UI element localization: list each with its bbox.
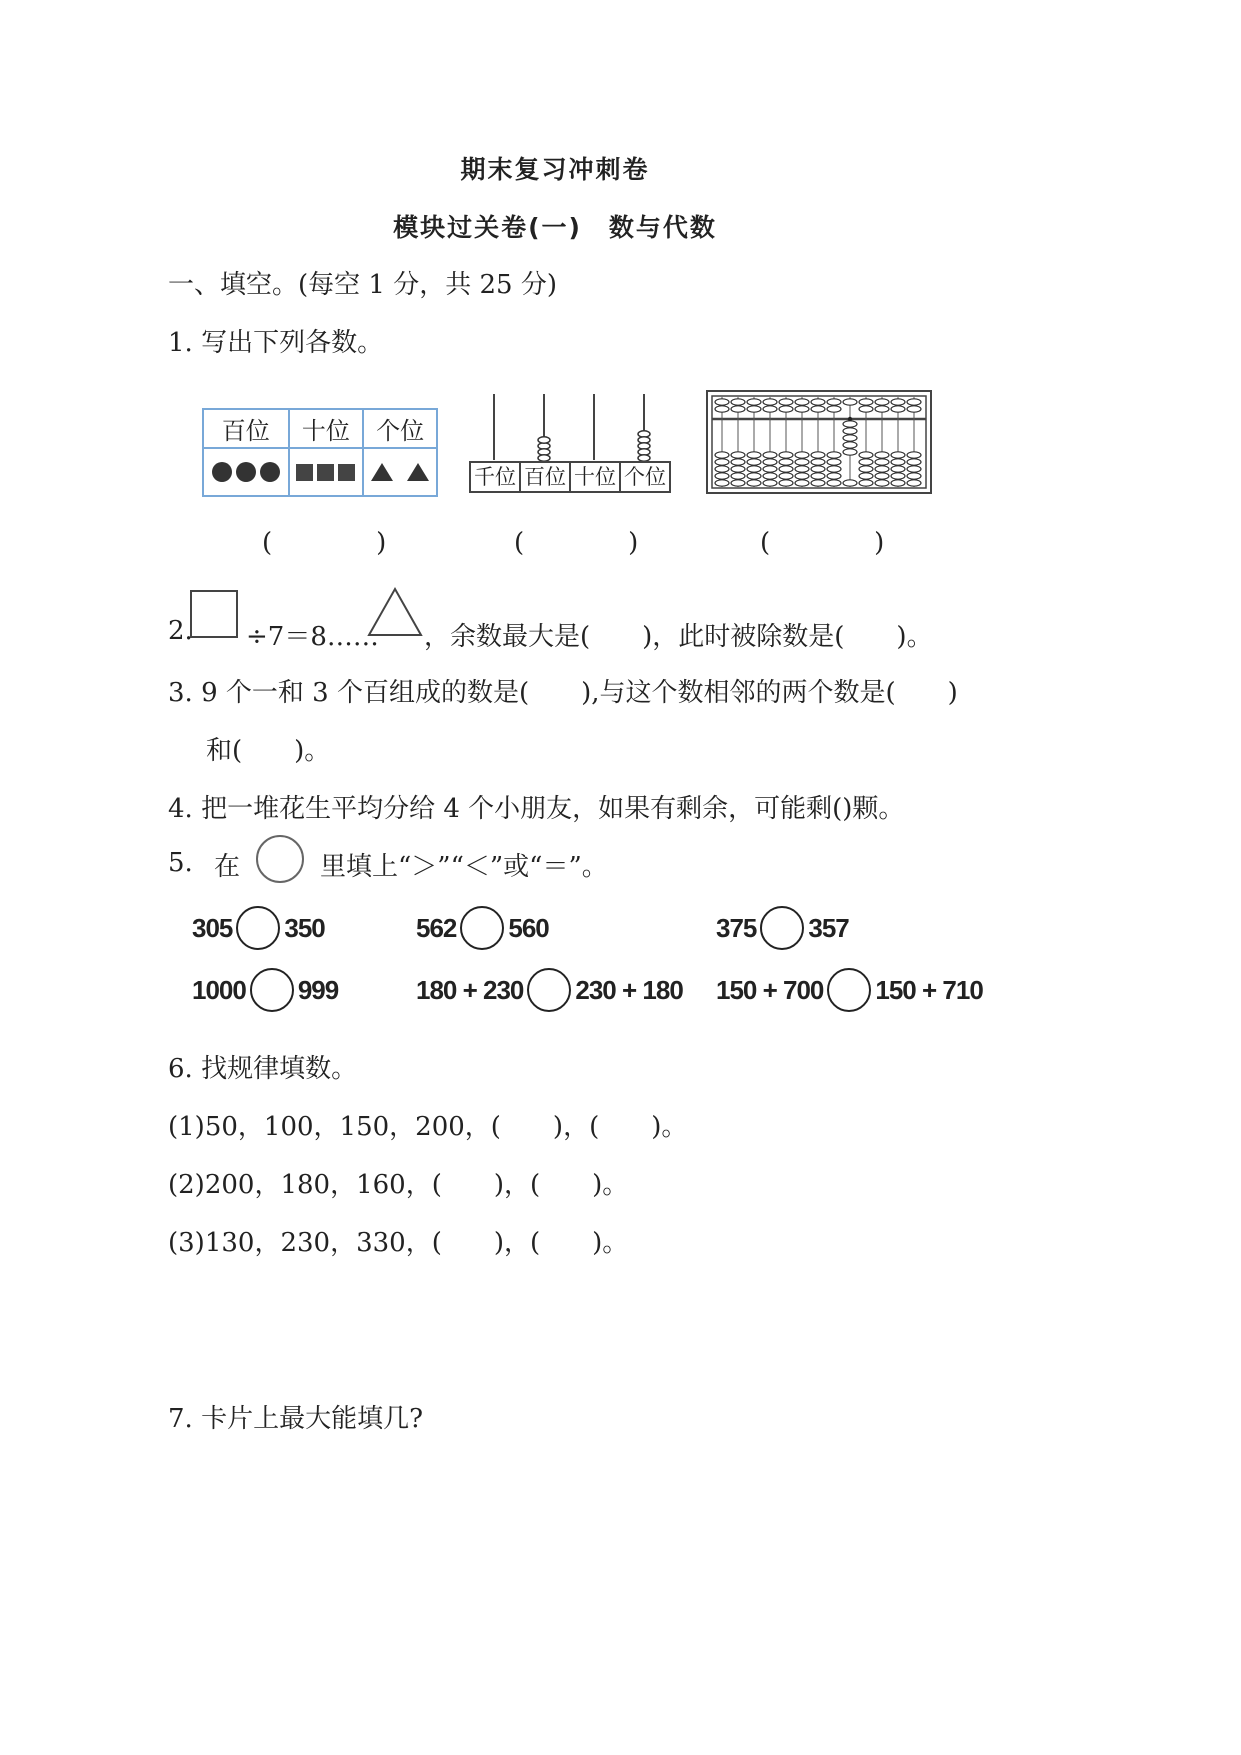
abacus-bead: [891, 466, 905, 472]
abacus-bead: [843, 428, 857, 434]
page-subtitle: 模块过关卷(一) 数与代数: [393, 213, 717, 242]
section-heading: 一、填空。(每空 1 分，共 25 分): [168, 270, 557, 300]
label-tens: 十位: [574, 465, 616, 489]
abacus-bead: [731, 466, 745, 472]
triangle-icon: [371, 463, 393, 481]
label-hundreds: 百位: [524, 465, 566, 489]
abacus-bead: [875, 473, 889, 479]
abacus-bead: [747, 399, 761, 405]
abacus-bead: [747, 480, 761, 486]
abacus-unit-dot: [848, 417, 852, 421]
abacus-bead: [747, 466, 761, 472]
abacus-bead: [779, 480, 793, 486]
question-5-pre: 在: [214, 852, 241, 882]
circle-blank-icon: [256, 835, 304, 883]
abacus-bead: [715, 480, 729, 486]
ones-cell: [363, 448, 437, 496]
abacus-bead: [875, 452, 889, 458]
abacus-bead: [731, 406, 745, 412]
abacus-frame: [706, 390, 932, 494]
abacus-bead: [795, 399, 809, 405]
compare-circle[interactable]: [460, 906, 504, 950]
abacus-bead: [763, 452, 777, 458]
abacus-bead: [811, 473, 825, 479]
abacus-bead: [763, 459, 777, 465]
abacus-bead: [843, 442, 857, 448]
compare-right: 350: [284, 912, 325, 943]
compare-left: 305: [192, 912, 233, 943]
label-thousands: 千位: [474, 465, 516, 489]
square-icon: [338, 464, 355, 481]
question-5-post: 里填上“＞”“＜”或“＝”。: [320, 852, 608, 882]
abacus-bead: [827, 459, 841, 465]
compare-left: 180 + 230: [416, 974, 524, 1005]
abacus-bead: [795, 452, 809, 458]
compare-circle[interactable]: [250, 968, 294, 1012]
abacus-bead: [715, 459, 729, 465]
question-2-text: ，余数最大是( )，此时被除数是( )。: [424, 622, 933, 652]
compare-item: [192, 968, 338, 1012]
abacus-bead: [779, 399, 793, 405]
abacus-bead: [811, 399, 825, 405]
abacus-bead: [715, 452, 729, 458]
abacus-bead: [795, 480, 809, 486]
abacus-bead: [795, 459, 809, 465]
question-3-line-1: 3. 9 个一和 3 个百组成的数是( ),与这个数相邻的两个数是( ): [168, 678, 958, 708]
square-card-icon: [190, 590, 238, 638]
abacus-bead: [859, 459, 873, 465]
compare-item: [716, 906, 849, 950]
abacus-bead: [859, 480, 873, 486]
abacus-bead: [859, 399, 873, 405]
compare-right: 560: [508, 912, 549, 943]
abacus-bead: [747, 406, 761, 412]
compare-right: 999: [297, 974, 339, 1005]
abacus-bead: [779, 466, 793, 472]
abacus-bead: [907, 399, 921, 405]
question-2-number: 2.: [168, 616, 193, 646]
triangle-card-icon: [366, 586, 424, 638]
abacus-bead: [859, 466, 873, 472]
header-ones: 个位: [363, 409, 437, 448]
abacus-bead: [763, 399, 777, 405]
abacus-bead: [811, 452, 825, 458]
abacus-bead: [827, 399, 841, 405]
header-hundreds: 百位: [203, 409, 289, 448]
abacus-bead: [763, 406, 777, 412]
question-4: 4. 把一堆花生平均分给 4 个小朋友，如果有剩余，可能剩()颗。: [168, 794, 905, 824]
compare-item: [192, 906, 325, 950]
compare-left: 562: [416, 912, 457, 943]
compare-item: [416, 906, 549, 950]
compare-left: 375: [716, 912, 757, 943]
abacus-bead: [731, 452, 745, 458]
question-3-line-2: 和( )。: [206, 736, 331, 766]
abacus-bead: [747, 473, 761, 479]
compare-right: 150 + 710: [875, 974, 983, 1005]
abacus-bead: [715, 406, 729, 412]
compare-circle[interactable]: [527, 968, 571, 1012]
abacus-bead: [827, 466, 841, 472]
abacus-bead: [763, 480, 777, 486]
counting-frame: [468, 392, 674, 494]
question-5-number: 5.: [168, 848, 193, 878]
circle-icon: [236, 462, 256, 482]
compare-circle[interactable]: [236, 906, 280, 950]
compare-right: 357: [808, 912, 849, 943]
abacus-bead: [859, 473, 873, 479]
abacus-bead: [891, 406, 905, 412]
abacus-bead: [715, 466, 729, 472]
place-value-table: [202, 408, 438, 497]
abacus-bead: [891, 473, 905, 479]
abacus-bead: [891, 480, 905, 486]
abacus-bead: [843, 399, 857, 405]
abacus-bead: [779, 459, 793, 465]
hundreds-cell: [203, 448, 289, 496]
question-2-equation: ÷7＝8……: [246, 622, 379, 652]
abacus-bead: [811, 466, 825, 472]
compare-left: 150 + 700: [716, 974, 824, 1005]
abacus-bead: [795, 406, 809, 412]
abacus-bead: [875, 466, 889, 472]
abacus-bead: [811, 459, 825, 465]
abacus-bead: [875, 459, 889, 465]
abacus-bead: [779, 452, 793, 458]
abacus-bead: [843, 435, 857, 441]
sequence-1: (1)50，100，150，200，( )，( )。: [168, 1112, 688, 1142]
abacus-bead: [875, 406, 889, 412]
answer-blank-1[interactable]: ( ): [262, 528, 387, 558]
abacus-bead: [843, 449, 857, 455]
abacus-bead: [843, 480, 857, 486]
abacus-bead: [747, 452, 761, 458]
sequence-2: (2)200，180，160，( )，( )。: [168, 1170, 629, 1200]
abacus-bead: [859, 452, 873, 458]
question-7: 7. 卡片上最大能填几?: [168, 1404, 424, 1434]
triangle-icon: [407, 463, 429, 481]
abacus-bead: [779, 406, 793, 412]
abacus-bead: [891, 459, 905, 465]
abacus-bead: [747, 459, 761, 465]
compare-circle[interactable]: [827, 968, 871, 1012]
tens-cell: [289, 448, 364, 496]
abacus-bead: [907, 406, 921, 412]
compare-item: [416, 968, 683, 1012]
abacus-bead: [875, 480, 889, 486]
abacus-bead: [907, 459, 921, 465]
abacus-bead: [715, 473, 729, 479]
abacus: [706, 390, 932, 494]
square-icon: [296, 464, 313, 481]
abacus-bead: [731, 399, 745, 405]
abacus-bead: [843, 421, 857, 427]
circle-icon: [212, 462, 232, 482]
abacus-bead: [811, 480, 825, 486]
abacus-bead: [795, 466, 809, 472]
abacus-bead: [827, 406, 841, 412]
abacus-bead: [715, 399, 729, 405]
abacus-bead: [859, 406, 873, 412]
abacus-bead: [875, 399, 889, 405]
abacus-bead: [907, 480, 921, 486]
page-title: 期末复习冲刺卷: [460, 155, 650, 184]
answer-blank-3[interactable]: ( ): [760, 528, 885, 558]
abacus-bead: [779, 473, 793, 479]
abacus-bead: [811, 406, 825, 412]
question-1: 1. 写出下列各数。: [168, 328, 384, 358]
abacus-bead: [827, 452, 841, 458]
abacus-bead: [907, 452, 921, 458]
abacus-bead: [763, 473, 777, 479]
circle-icon: [260, 462, 280, 482]
answer-blank-2[interactable]: ( ): [514, 528, 639, 558]
label-ones: 个位: [624, 465, 666, 489]
abacus-bead: [731, 459, 745, 465]
abacus-bead: [891, 452, 905, 458]
abacus-bead: [891, 399, 905, 405]
abacus-bead: [763, 466, 777, 472]
compare-item: [716, 968, 983, 1012]
abacus-bead: [827, 480, 841, 486]
abacus-bead: [827, 473, 841, 479]
compare-left: 1000: [192, 974, 246, 1005]
abacus-bead: [795, 473, 809, 479]
abacus-bead: [907, 466, 921, 472]
question-6: 6. 找规律填数。: [168, 1054, 358, 1084]
abacus-bead: [907, 473, 921, 479]
square-icon: [317, 464, 334, 481]
compare-circle[interactable]: [760, 906, 804, 950]
abacus-bead: [731, 473, 745, 479]
sequence-3: (3)130，230，330，( )，( )。: [168, 1228, 629, 1258]
abacus-bead: [731, 480, 745, 486]
header-tens: 十位: [289, 409, 364, 448]
compare-right: 230 + 180: [575, 974, 683, 1005]
